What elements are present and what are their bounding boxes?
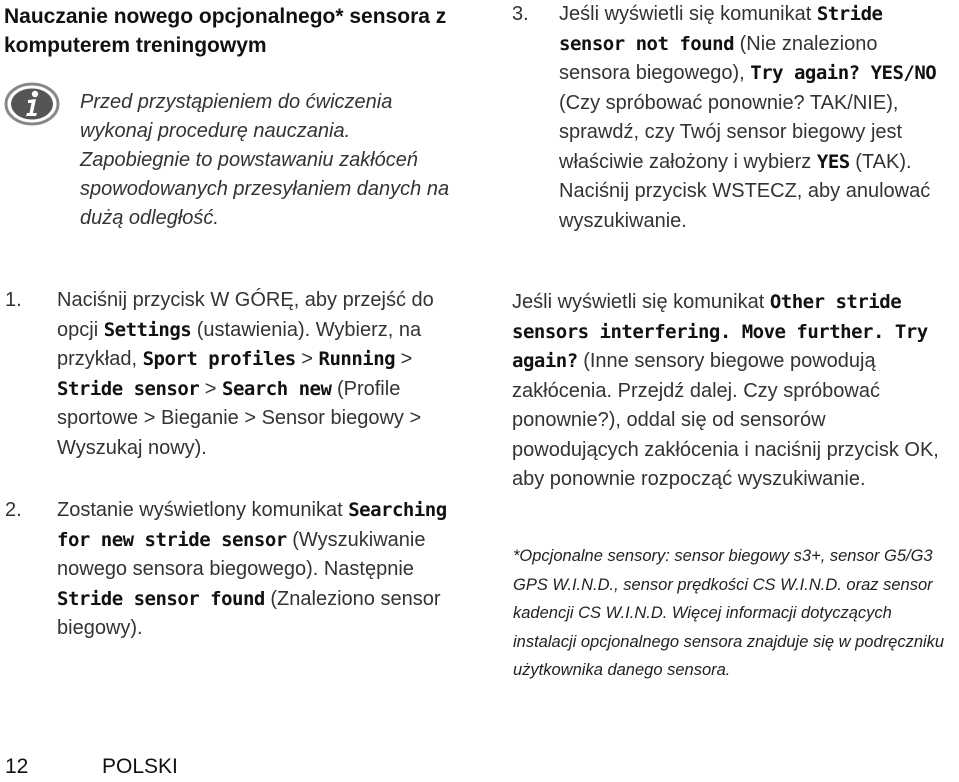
display-text: YES — [816, 150, 850, 173]
page-language: POLSKI — [102, 755, 178, 778]
display-text: Searching for new stride sensor — [57, 499, 447, 551]
step-text: Zostanie wyświetlony komunikat Searching for new stride sensor (Wyszukiwanie nowego sensora biegowego). Następnie Stride sensor found (Znaleziono sensor biegowy). — [57, 499, 447, 639]
display-text: Try again? YES/NO — [750, 62, 937, 84]
step-number: 2. — [5, 499, 22, 521]
display-text: Stride sensor found — [57, 587, 265, 610]
step-text: Naciśnij przycisk W GÓRĘ, aby przejść do opcji Settings (ustawienia). Wybierz, na przykład, Sport profiles > Running > Stride sensor > Search new (Profile sportowe > Bieganie > Sensor biegowy > Wyszukaj nowy). — [57, 289, 434, 459]
display-text: Sport profiles — [142, 348, 296, 370]
display-text: Stride sensor — [57, 377, 200, 400]
display-text: Search new — [222, 377, 332, 400]
display-text: Stride sensor not found — [559, 3, 883, 55]
step-number: 1. — [5, 289, 22, 311]
step-text: Jeśli wyświetli się komunikat Stride sensor not found (Nie znaleziono sensora biegowego), Try again? YES/NO (Czy spróbować ponownie? TAK/NIE), sprawdź, czy Twój sensor biegowy jest właściwie założony i wybierz YES (TAK). Naciśnij przycisk WSTECZ, aby anulować wyszukiwanie. — [559, 3, 937, 232]
section-heading: Nauczanie nowego opcjonalnego* sensora z komputerem treningowym — [4, 5, 447, 57]
step-number: 3. — [512, 3, 529, 25]
display-text: Running — [318, 348, 396, 370]
page-number: 12 — [5, 755, 29, 778]
display-text: Other stride sensors interfering. Move further. Try again? — [512, 291, 928, 372]
footnote: *Opcjonalne sensory: sensor biegowy s3+, sensor G5/G3 GPS W.I.N.D., sensor prędkości CS W.I.N.D. oraz sensor kadencji CS W.I.N.D. Więcej informacji dotyczących instalacji opcjonalnego sensora znajduje się w podręczniku użytkownika danego sensora. — [513, 547, 945, 679]
info-icon — [4, 82, 60, 126]
info-note: Przed przystąpieniem do ćwiczenia wykonaj procedurę nauczania. Zapobiegnie to powstawaniu zakłóceń spowodowanych przesyłaniem danych na dużą odległość. — [80, 91, 450, 229]
interference-paragraph: Jeśli wyświetli się komunikat Other stride sensors interfering. Move further. Try again? (Inne sensory biegowe powodują zakłócenia. Przejdź dalej. Czy spróbować ponownie?), oddal się od sensorów powodujących zakłócenia i naciśnij przycisk OK, aby ponownie rozpocząć wyszukiwanie. — [512, 291, 939, 490]
display-text: Settings — [103, 318, 192, 341]
